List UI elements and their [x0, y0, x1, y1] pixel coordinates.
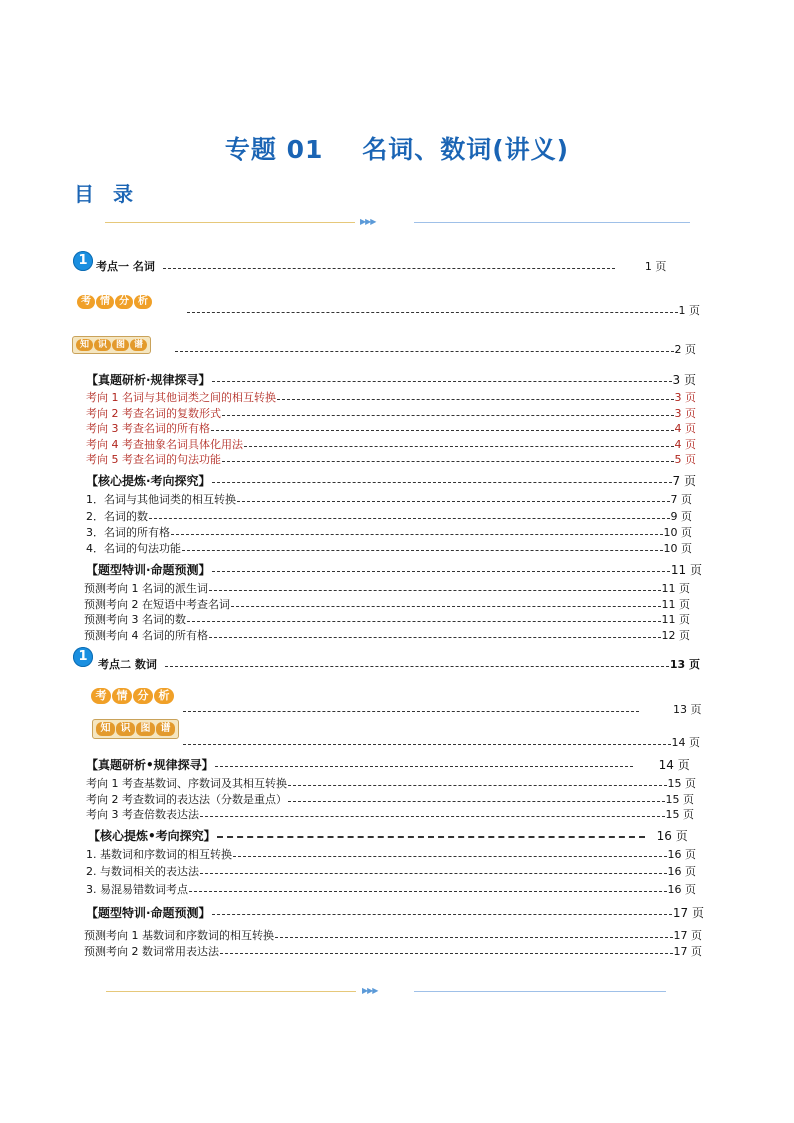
toc-entry-kaoxiang[interactable]: 考向 5 考查名词的句法功能 5 页 — [86, 453, 696, 466]
triangle-arrows-icon: ▶▶▶ — [360, 217, 376, 226]
toc-entry-kaoxiang[interactable]: 考向 1 考查基数词、序数词及其相互转换 15 页 — [86, 777, 696, 790]
toc-entry-hexin-item[interactable]: 2．名词的数 9 页 — [86, 510, 692, 523]
toc-page-number: 2 页 — [674, 343, 696, 356]
toc-entry-zhishi-2[interactable]: 14 页 — [182, 734, 700, 750]
toc-entry-kaodian-2[interactable]: 考点二 数词 13 页 — [98, 658, 700, 671]
zhishi-tupu-badge-icon: 知 识 图 谱 — [92, 719, 179, 739]
toc-entry-hexin-item[interactable]: 4．名词的句法功能 10 页 — [86, 542, 692, 555]
toc-entry-yuce[interactable]: 预测考向 4 名词的所有格 12 页 — [84, 629, 690, 642]
toc-entry-hexin-item[interactable]: 2. 与数词相关的表达法 16 页 — [86, 865, 696, 878]
toc-entry-yuce[interactable]: 预测考向 1 基数词和序数词的相互转换 17 页 — [84, 929, 702, 942]
section-number-icon: 1 — [73, 647, 93, 667]
toc-entry-kaoxiang[interactable]: 考向 2 考查名词的复数形式 3 页 — [86, 407, 696, 420]
toc-entry-zhenti-2[interactable]: 【真题研析•规律探寻】 14 页 — [86, 757, 690, 772]
toc-entry-label: 考点一 名词 — [96, 260, 155, 273]
toc-entry-zhishi-1[interactable] — [174, 341, 696, 357]
toc-entry-zhenti-1[interactable]: 【真题研析·规律探寻】 3 页 — [86, 372, 696, 387]
triangle-arrows-icon: ▶▶▶ — [362, 986, 378, 995]
toc-entry-kaoqing-2[interactable]: 13 页 — [182, 701, 704, 717]
toc-entry-kaodian-1[interactable] — [96, 258, 700, 274]
toc-entry-yuce[interactable]: 预测考向 1 名词的派生词 11 页 — [84, 582, 690, 595]
toc-entry-hexin-2[interactable]: 【核心提炼•考向探究】 16 页 — [88, 828, 688, 843]
page-title: 专题 01 名词、数词(讲义) — [224, 135, 570, 164]
toc-entry-kaoxiang[interactable]: 考向 1 名词与其他词类之间的相互转换 3 页 — [86, 391, 696, 404]
section-number-icon: 1 — [73, 251, 93, 271]
toc-page-number: 1 页 — [678, 304, 700, 317]
zhishi-tupu-badge-icon: 知 识 图 谱 — [72, 336, 151, 354]
toc-heading: 目 录 — [74, 182, 139, 206]
toc-entry-hexin-1[interactable]: 【核心提炼·考向探究】 7 页 — [86, 473, 696, 488]
kaoqing-fenxi-badge-icon: 考 情 分 析 — [74, 293, 155, 311]
toc-entry-yuce[interactable]: 预测考向 3 名词的数 11 页 — [84, 613, 690, 626]
toc-entry-kaoqing-1[interactable] — [186, 302, 700, 318]
toc-entry-hexin-item[interactable]: 1．名词与其他词类的相互转换 7 页 — [86, 493, 692, 506]
toc-entry-kaoxiang[interactable]: 考向 4 考查抽象名词具体化用法 4 页 — [86, 438, 696, 451]
toc-entry-yuce[interactable]: 预测考向 2 在短语中考查名词 11 页 — [84, 598, 690, 611]
toc-entry-tixing-1[interactable]: 【题型特训·命题预测】 11 页 — [86, 562, 702, 577]
toc-entry-kaoxiang[interactable]: 考向 3 考查名词的所有格 4 页 — [86, 422, 696, 435]
toc-page-number: 1 页 — [644, 260, 667, 273]
toc-entry-tixing-2[interactable]: 【题型特训·命题预测】 17 页 — [86, 905, 704, 920]
toc-entry-hexin-item[interactable]: 3．名词的所有格 10 页 — [86, 526, 692, 539]
toc-entry-hexin-item[interactable]: 3. 易混易错数词考点 16 页 — [86, 883, 696, 896]
toc-entry-yuce[interactable]: 预测考向 2 数词常用表达法 17 页 — [84, 945, 702, 958]
toc-entry-hexin-item[interactable]: 1. 基数词和序数词的相互转换 16 页 — [86, 848, 696, 861]
kaoqing-fenxi-badge-icon: 考 情 分 析 — [88, 686, 177, 706]
toc-entry-kaoxiang[interactable]: 考向 2 考查数词的表达法（分数是重点） 15 页 — [86, 793, 694, 806]
toc-entry-kaoxiang[interactable]: 考向 3 考查倍数表达法 15 页 — [86, 808, 694, 821]
